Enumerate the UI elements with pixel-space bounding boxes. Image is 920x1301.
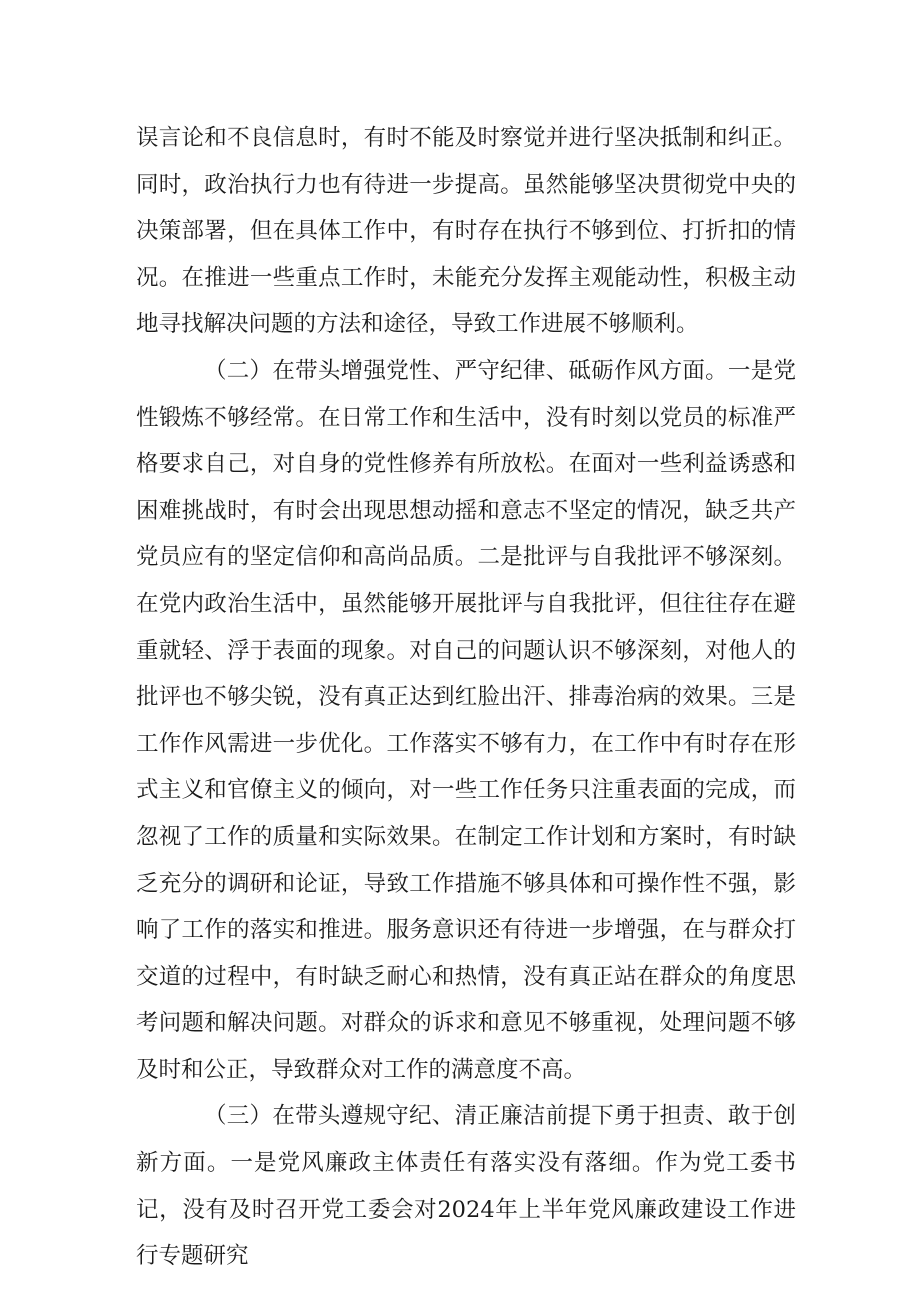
paragraph-section-2: （二）在带头增强党性、严守纪律、砥砺作风方面。一是党性锻炼不够经常。在日常工作和生活中，没有时刻以党员的标准严格要求自己，对自身的党性修养有所放松。在面对一些利益诱惑和困难挑战时，有时会出现思想动摇和意志不坚定的情况，缺乏共产党员应有的坚定信仰和高尚品质。二是批评与自我批评不够深刻。在党内政治生活中，虽然能够开展批评与自我批评，但往往存在避重就轻、浮于表面的现象。对自己的问题认识不够深刻，对他人的批评也不够尖锐，没有真正达到红脸出汗、排毒治病的效果。三是工作作风需进一步优化。工作落实不够有力，在工作中有时存在形式主义和官僚主义的倾向，对一些工作任务只注重表面的完成，而忽视了工作的质量和实际效果。在制定工作计划和方案时，有时缺乏充分的调研和论证，导致工作措施不够具体和可操作性不强，影响了工作的落实和推进。服务意识还有待进一步增强，在与群众打交道的过程中，有时缺乏耐心和热情，没有真正站在群众的角度思考问题和解决问题。对群众的诉求和意见不够重视，处理问题不够及时和公正，导致群众对工作的满意度不高。 — [136, 357, 796, 1083]
document-body — [136, 115, 796, 1280]
paragraph-section-3: （三）在带头遵规守纪、清正廉洁前提下勇于担责、敢于创新方面。一是党风廉政主体责任有落实没有落细。作为党工委书记，没有及时召开党工委会对2024年上半年党风廉政建设工作进行专题研究 — [136, 1103, 796, 1270]
paragraph-continuation: 误言论和不良信息时，有时不能及时察觉并进行坚决抵制和纠正。同时，政治执行力也有待进一步提高。虽然能够坚决贯彻党中央的决策部署，但在具体工作中，有时存在执行不够到位、打折扣的情况。在推进一些重点工作时，未能充分发挥主观能动性，积极主动地寻找解决问题的方法和途径，导致工作进展不够顺利。 — [136, 125, 796, 338]
